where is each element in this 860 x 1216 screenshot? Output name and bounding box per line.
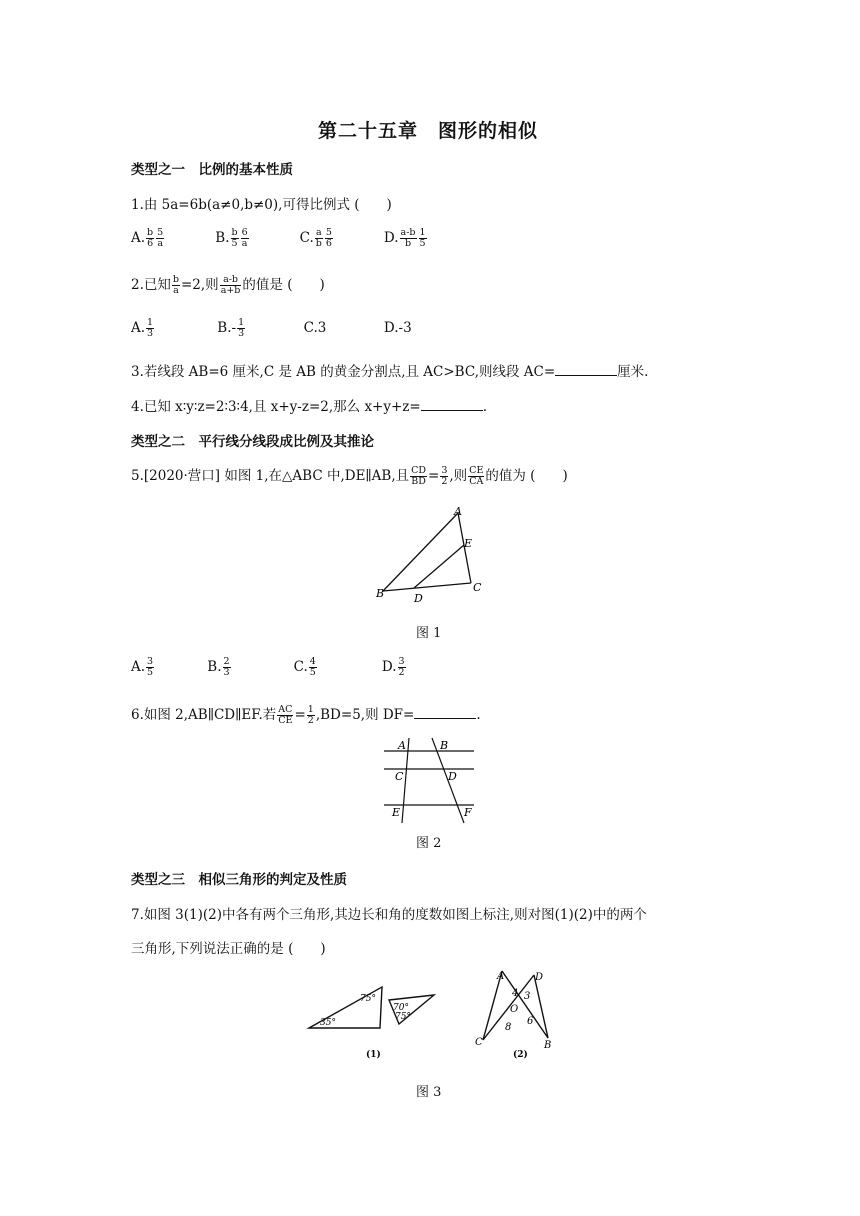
q1-option-d[interactable]: D. $\frac{a-b}{b}$ $\frac{1}{5}$ [383, 227, 426, 249]
figure-1-caption: 图 1 [416, 626, 442, 641]
figure-3-part-1 [303, 985, 443, 1065]
question-2-stem: 2.已知 $\frac{b}{a}$ =2,则 $\frac{a-b}{a+b}$ 的值是 ( ) [131, 274, 325, 296]
fig1-angle-70: 70° [393, 1003, 409, 1013]
figure-3-caption: 图 3 [416, 1085, 442, 1100]
question-3: 3.若线段 AB=6 厘米,C 是 AB 的黄金分割点,且 AC>BC,则线段 AC= 厘米. [131, 364, 649, 380]
section-heading-1: 类型之一 比例的基本性质 [131, 162, 293, 178]
question-7-line-2: 三角形,下列说法正确的是 ( ) [131, 941, 326, 957]
q2-option-b[interactable]: B.- $\frac{1}{3}$ [217, 317, 245, 339]
question-5-options [131, 657, 454, 678]
fig2-label-d: D [535, 972, 544, 983]
fig2-side-3: 3 [524, 991, 531, 1002]
q5-option-c[interactable]: C. $\frac{4}{5}$ [293, 656, 316, 678]
question-4: 4.已知 x∶y∶z=2∶3∶4,且 x+y-z=2,那么 x+y+z= . [131, 399, 488, 415]
section-heading-3: 类型之三 相似三角形的判定及性质 [131, 872, 347, 888]
fig2-label-o: O [510, 1004, 519, 1015]
question-7-line-1: 7.如图 3(1)(2)中各有两个三角形,其边长和角的度数如图上标注,则对图(1)(2)中的两个 [131, 907, 647, 923]
label-d: D [448, 770, 457, 783]
question-1-options [131, 228, 464, 249]
label-a: A [398, 739, 406, 752]
label-b: B [440, 739, 449, 752]
label-b: B [376, 587, 385, 600]
label-d: D [414, 592, 423, 605]
q5-option-b[interactable]: B. $\frac{2}{3}$ [207, 656, 230, 678]
figure-2-caption: 图 2 [416, 836, 442, 851]
label-e: E [464, 537, 473, 550]
fig2-label-c: C [475, 1037, 483, 1048]
q4-answer-blank[interactable] [421, 398, 483, 411]
question-6-stem: 6.如图 2,AB∥CD∥EF.若 $\frac{AC}{CE}$ = $\frac{1}{2}$ ,BD=5,则 DF= . [131, 704, 481, 726]
label-f: F [464, 806, 472, 819]
q2-option-d[interactable]: D.-3 [383, 320, 412, 336]
fig2-side-4: 4 [512, 988, 519, 999]
fig2-side-6: 6 [527, 1016, 534, 1027]
fig1-angle-75-right: 75° [395, 1012, 411, 1022]
q2-option-a[interactable]: A. $\frac{1}{3}$ [131, 317, 154, 339]
page-title: 第二十五章 图形的相似 [318, 120, 539, 142]
q5-option-a[interactable]: A. $\frac{3}{5}$ [131, 656, 154, 678]
figure-2-parallel-lines [380, 735, 480, 825]
question-2-options [131, 318, 460, 339]
label-c: C [473, 581, 482, 594]
q3-answer-blank[interactable] [555, 363, 617, 376]
q2-option-c[interactable]: C.3 [303, 320, 327, 336]
label-c: C [395, 770, 404, 783]
question-1-stem: 1.由 5a=6b(a≠0,b≠0),可得比例式 ( ) [131, 197, 392, 213]
fig2-label-a: A [497, 971, 505, 982]
figure-3-part-2 [472, 965, 562, 1065]
q1-option-a[interactable]: A. $\frac{b}{6}$ $\frac{5}{a}$ [131, 227, 164, 249]
fig1-sublabel: (1) [366, 1050, 381, 1060]
q1-option-b[interactable]: B. $\frac{b}{5}$ $\frac{6}{a}$ [215, 227, 248, 249]
label-e: E [392, 806, 401, 819]
fig2-sublabel: (2) [513, 1050, 528, 1060]
figure-1-triangle [372, 505, 492, 605]
fig2-label-b: B [544, 1040, 552, 1051]
section-heading-2: 类型之二 平行线分线段成比例及其推论 [131, 434, 374, 450]
fig1-angle-75-left: 75° [360, 994, 376, 1004]
q6-answer-blank[interactable] [414, 706, 476, 719]
q5-option-d[interactable]: D. $\frac{3}{2}$ [381, 656, 405, 678]
question-5-stem: 5.[2020·营口] 如图 1,在△ABC 中,DE∥AB,且 $\frac{CD}{BD}$ = $\frac{3}{2}$ ,则 $\frac{CE}{CA}$ 的值为 ( ) [131, 465, 568, 487]
fig2-side-8: 8 [505, 1022, 512, 1033]
label-a: A [454, 505, 462, 518]
q1-option-c[interactable]: C. $\frac{a}{b}$ $\frac{5}{6}$ [299, 227, 332, 249]
fig1-angle-35: 35° [320, 1018, 336, 1028]
